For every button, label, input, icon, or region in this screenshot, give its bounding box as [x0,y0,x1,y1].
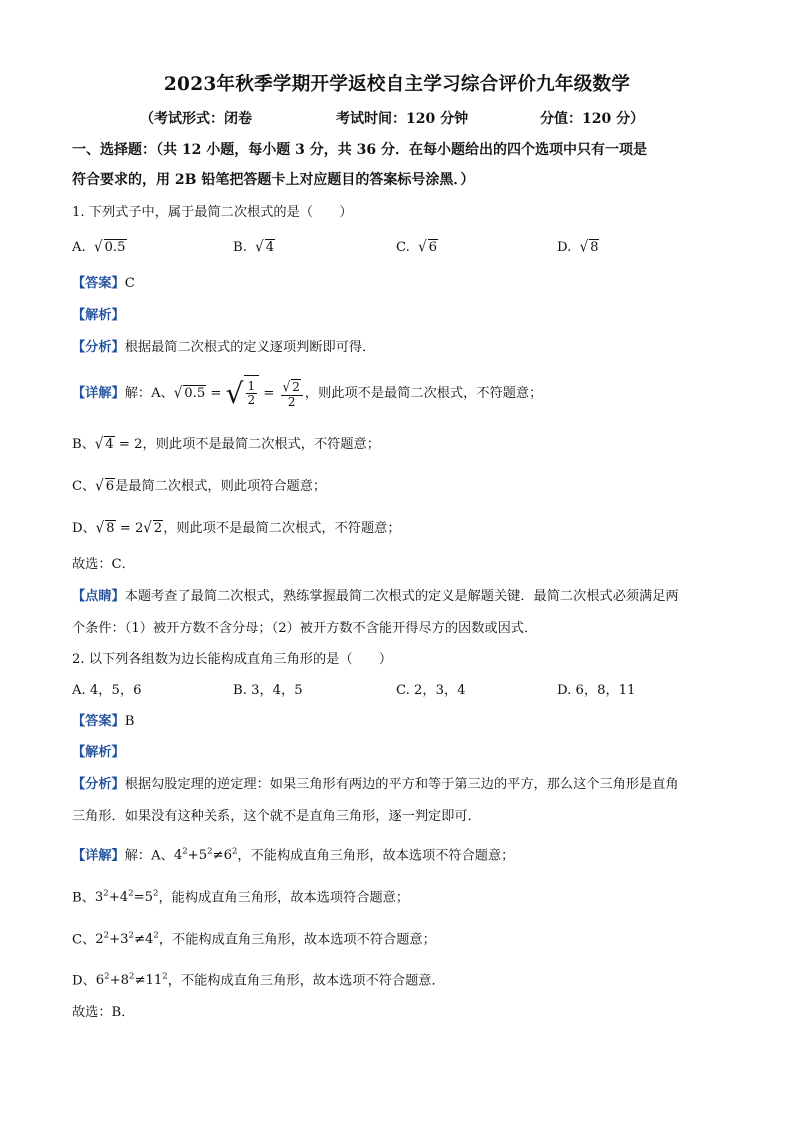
q2-detail-a: 【详解】解：A、$4^2+5^2\ne 6^2$，不能构成直角三角形，故本选项不符合题意； [72,847,515,864]
q1-stem: 1. 下列式子中，属于最简二次根式的是（ ） [72,205,353,220]
q2-detail-c: C、$2^2+3^2\ne 4^2$，不能构成直角三角形，故本选项不符合题意； [72,931,436,948]
q1-dianjing-line1: 【点睛】本题考查了最简二次根式，熟练掌握最简二次根式的定义是解题关键．最简二次根式必须满足两 [72,589,679,604]
q1-detail-a: 【详解】解：A、√ 0.5 = √ $\frac{1}{2}$ = $\frac{√ 2}{2}$ ，则此项不是最简二次根式，不符题意； [72,375,542,411]
section-heading-line2: 符合要求的，用 2B 铅笔把答题卡上对应题目的答案标号涂黑．） [72,172,475,188]
q1-option-a: A. √ 0.5 [72,238,126,257]
exam-form: （考试形式：闭卷 [140,111,252,127]
q1-answer: 【答案】C [72,276,135,291]
q1-detail-b: B、√ 4 = 2，则此项不是最简二次根式，不符题意； [72,435,380,454]
page-title: 2023年秋季学期开学返校自主学习综合评价九年级数学 [163,74,631,95]
q1-detail-c: C、√ 6是最简二次根式，则此项符合题意； [72,477,327,496]
q1-analysis-tag: 【解析】 [72,308,125,323]
q2-option-d: D. 6，8，11 [557,683,636,698]
q2-fenxi-line1: 【分析】根据勾股定理的逆定理：如果三角形有两边的平方和等于第三边的平方，那么这个三角形是直角 [72,777,679,792]
q2-option-b: B. 3，4，5 [233,683,303,698]
q2-detail-d: D、$6^2+8^2\ne 11^2$，不能构成直角三角形，故本选项不符合题意． [72,972,445,989]
q2-analysis-tag: 【解析】 [72,745,125,760]
answer-tag: 【答案】 [72,276,125,291]
q1-option-c: C. √ 6 [396,238,437,257]
exam-score: 分值：120 分） [540,111,645,127]
q2-choose: 故选：B． [72,1005,135,1020]
q1-choose: 故选：C． [72,557,135,572]
q2-detail-b: B、$3^2+4^2=5^2$，能构成直角三角形，故本选项符合题意； [72,889,410,906]
q1-detail-d: D、√ 8 = 2√ 2，则此项不是最简二次根式，不符题意； [72,519,401,538]
q2-option-c: C. 2，3，4 [396,683,466,698]
q2-option-a: A. 4，5，6 [72,683,142,698]
q2-answer: 【答案】B [72,714,135,729]
q2-fenxi-line2: 三角形．如果没有这种关系，这个就不是直角三角形，逐一判定即可． [72,809,481,824]
section-heading-line1: 一、选择题：（共 12 小题，每小题 3 分，共 36 分．在每小题给出的四个选项中只有一项是 [72,142,647,158]
q1-dianjing-line2: 个条件：（1）被开方数不含分母；（2）被开方数不含能开得尽方的因数或因式． [72,621,538,636]
q2-stem: 2. 以下列各组数为边长能构成直角三角形的是（ ） [72,652,393,667]
q1-option-b: B. √ 4 [233,238,275,257]
q1-fenxi: 【分析】根据最简二次根式的定义逐项判断即可得． [72,340,376,355]
exam-time: 考试时间：120 分钟 [336,111,469,127]
q1-option-d: D. √ 8 [557,238,599,257]
